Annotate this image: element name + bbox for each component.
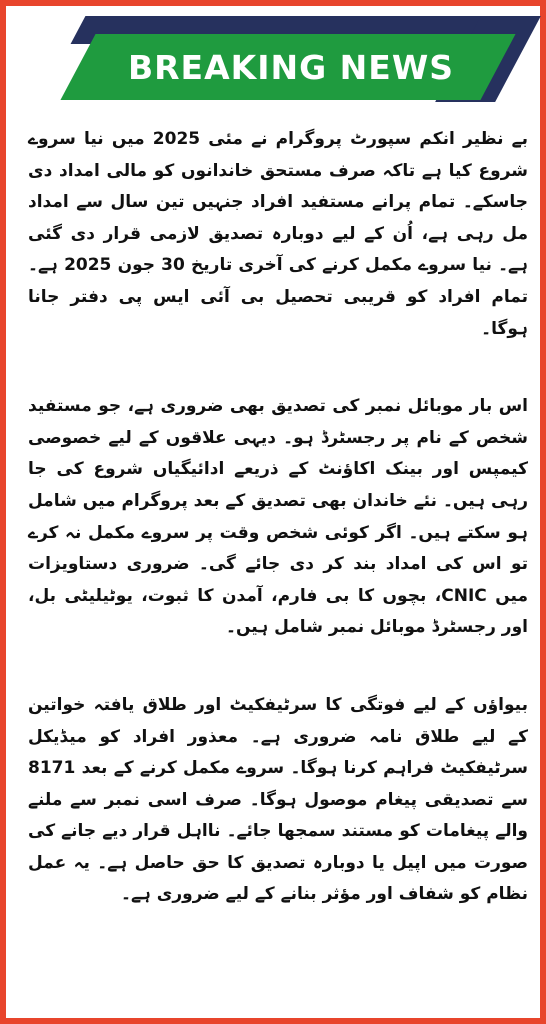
article-body [28, 124, 528, 1014]
banner-title: BREAKING NEWS [127, 47, 455, 87]
breaking-news-banner [6, 12, 540, 108]
article-paragraph-1: بے نظیر انکم سپورٹ پروگرام نے مئی 2025 میں نیا سروے شروع کیا ہے تاکہ صرف مستحق خاندانوں کو مالی امداد دی جاسکے۔ تمام پرانے مستفید افراد جنہیں تین سال سے امداد مل رہی ہے، اُن کے لیے دوبارہ تصدیق لازمی قرار دی گئی ہے۔ نیا سروے مکمل کرنے کی آخری تاریخ 30 جون 2025 ہے۔ تمام افراد کو قریبی تحصیل بی آئی ایس پی دفتر جانا ہوگا۔ [28, 129, 528, 339]
article-paragraph-3: بیواؤں کے لیے فوتگی کا سرٹیفکیٹ اور طلاق یافتہ خواتین کے لیے طلاق نامہ ضروری ہے۔ معذور افراد کو میڈیکل سرٹیفکیٹ فراہم کرنا ہوگا۔ سروے مکمل کرنے کے بعد 8171 سے تصدیقی پیغام موصول ہوگا۔ صرف اسی نمبر سے ملنے والے پیغامات کو مستند سمجھا جائے۔ نااہل قرار دیے جانے کی صورت میں اپیل یا دوبارہ تصدیق کا حق حاصل ہے۔ یہ عمل نظام کو شفاف اور مؤثر بنانے کے لیے ضروری ہے۔ [28, 694, 528, 905]
article-paragraph-2: اس بار موبائل نمبر کی تصدیق بھی ضروری ہے، جو مستفید شخص کے نام پر رجسٹرڈ ہو۔ دیہی علاقوں کے لیے خصوصی کیمپس اور بینک اکاؤنٹ کے ذریعے ادائیگیاں شروع کی جا رہی ہیں۔ نئے خاندان بھی تصدیق کے بعد پروگرام میں شامل ہو سکتے ہیں۔ اگر کوئی شخص وقت پر سروے مکمل نہ کرے تو اس کی امداد بند کر دی جائے گی۔ ضروری دستاویزات میں CNIC، بچوں کا بی فارم، آمدن کا ثبوت، یوٹیلیٹی بل، اور رجسٹرڈ موبائل نمبر شامل ہیں۔ [28, 396, 528, 638]
